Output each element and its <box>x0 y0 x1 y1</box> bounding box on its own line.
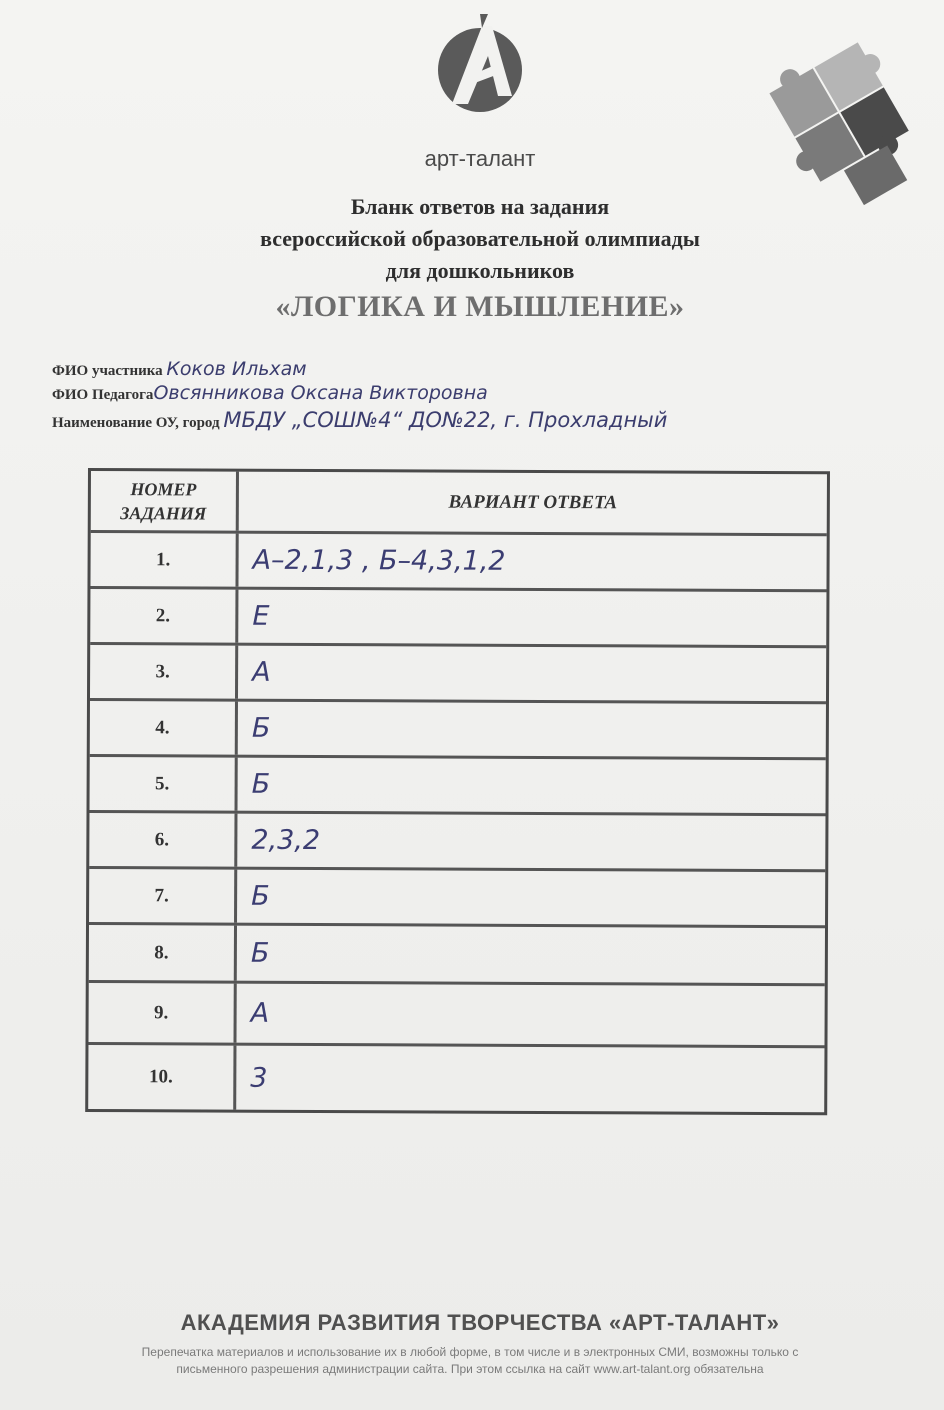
table-row <box>90 589 826 648</box>
table-row <box>90 645 826 704</box>
table-row <box>90 533 826 592</box>
task-answer: А–2,1,3 , Б–4,3,1,2 <box>252 544 506 577</box>
participant-field <box>52 358 307 380</box>
school-value: МБДУ „СОШ№4“ ДО№22, г. Прохладный <box>223 408 668 432</box>
task-number: 2. <box>90 589 238 643</box>
answers-table <box>85 468 830 1115</box>
task-number: 3. <box>90 645 238 699</box>
task-number: 5. <box>90 757 238 811</box>
table-row <box>89 757 825 816</box>
task-answer: Б <box>251 768 271 800</box>
school-label: Наименование ОУ, город <box>52 415 220 431</box>
footer-note-line1: Перепечатка материалов и использование их в любой форме, в том числе и в электронных СМИ, возможны только с <box>141 1345 799 1359</box>
task-number: 4. <box>90 701 238 755</box>
task-number: 7. <box>89 869 237 923</box>
header-num-line1: НОМЕР <box>130 478 197 499</box>
teacher-field <box>52 382 488 404</box>
task-answer: А <box>252 656 271 688</box>
header-line-3: для дошкольников <box>385 258 575 283</box>
footer-note <box>40 1344 900 1378</box>
footer-note-line2: письменного разрешения администрации сайта. При этом ссылка на сайт www.art-talant.org обязательна <box>176 1362 764 1376</box>
task-number: 9. <box>88 983 236 1043</box>
header-line-1: Бланк ответов на задания <box>350 194 610 219</box>
header-line-2: всероссийской образовательной олимпиады <box>260 226 700 251</box>
logo-text: арт-талант <box>424 146 536 171</box>
table-header-row <box>91 471 827 536</box>
olympiad-title: «ЛОГИКА И МЫШЛЕНИЕ» <box>275 290 685 323</box>
header-answer: ВАРИАНТ ОТВЕТА <box>448 491 618 513</box>
table-row <box>90 701 826 760</box>
teacher-value: Овсянникова Оксана Викторовна <box>153 382 488 404</box>
puzzle-icon <box>758 40 934 220</box>
task-number: 6. <box>89 813 237 867</box>
footer-title: АКАДЕМИЯ РАЗВИТИЯ ТВОРЧЕСТВА «АРТ-ТАЛАНТ» <box>180 1310 780 1335</box>
table-row <box>89 925 825 986</box>
task-answer: А <box>250 997 270 1029</box>
task-answer: 2,3,2 <box>251 824 321 857</box>
header-task-number <box>91 471 239 531</box>
table-row <box>88 1045 824 1112</box>
table-row <box>89 813 825 872</box>
task-number: 1. <box>90 533 238 587</box>
task-number: 8. <box>89 925 237 981</box>
task-answer: 3 <box>250 1062 268 1094</box>
task-number: 10. <box>88 1045 236 1110</box>
task-answer: Б <box>251 712 271 744</box>
header-num-line2: ЗАДАНИЯ <box>120 502 207 524</box>
participant-label: ФИО участника <box>52 363 163 379</box>
school-field <box>52 408 667 432</box>
table-row <box>89 869 825 928</box>
task-answer: Б <box>251 880 270 912</box>
art-talant-logo <box>432 12 528 144</box>
teacher-label: ФИО Педагога <box>52 387 154 403</box>
task-answer: Е <box>252 600 270 632</box>
table-row <box>88 983 824 1048</box>
participant-value: Коков Ильхам <box>166 358 307 380</box>
task-answer: Б <box>250 937 270 969</box>
